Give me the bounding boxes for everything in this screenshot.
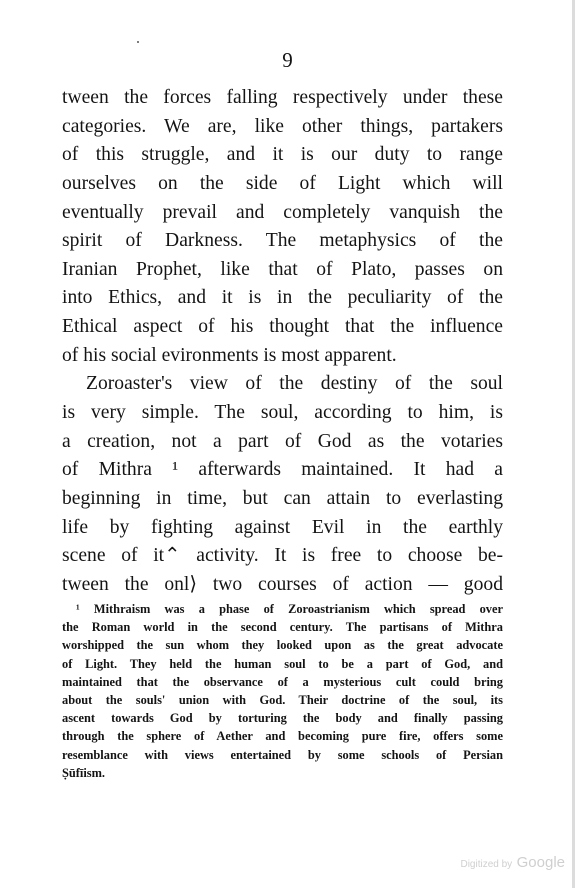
footnote <box>62 600 503 782</box>
body-line: Ethical aspect of his thought that the influence <box>62 316 503 338</box>
body-line: of Mithra ¹ afterwards maintained. It had a <box>62 459 503 481</box>
body-line: tween the forces falling respectively under these <box>62 87 503 108</box>
body-line: categories. We are, like other things, partakers <box>62 115 503 137</box>
footnote-line: ascent towards God by torturing the body and finally passing <box>62 711 503 726</box>
watermark-brand: Google <box>516 854 565 871</box>
digitized-by-watermark <box>460 854 565 872</box>
scan-speck <box>137 41 139 43</box>
body-line: Zoroaster's view of the destiny of the soul <box>86 373 503 395</box>
body-line: of his social evironments is most apparent. <box>62 344 397 366</box>
body-line: beginning in time, but can attain to everlasting <box>62 487 503 509</box>
body-line: into Ethics, and it is in the peculiarity of the <box>62 287 503 309</box>
footnote-line: worshipped the sun whom they looked upon as the great advocate <box>62 638 503 653</box>
footnote-line: about the souls' union with God. Their doctrine of the soul, its <box>62 692 503 707</box>
body-line: spirit of Darkness. The metaphysics of the <box>62 230 503 252</box>
body-line: scene of it⌃ activity. It is free to choose be- <box>62 545 503 567</box>
body-line: of this struggle, and it is our duty to range <box>62 144 503 166</box>
body-line: tween the onl⟩ two courses of action — good <box>62 573 503 595</box>
body-line: is very simple. The soul, according to him, is <box>62 402 503 424</box>
body-line: ourselves on the side of Light which will <box>62 172 503 194</box>
footnote-line: ¹ Mithraism was a phase of Zoroastrianism which spread over <box>76 602 503 616</box>
footnote-line: through the sphere of Aether and becoming pure fire, offers some <box>62 729 503 744</box>
body-text <box>62 84 503 600</box>
footnote-line: the Roman world in the second century. The partisans of Mithra <box>62 620 503 635</box>
footnote-line: maintained that the observance of a mysterious cult could bring <box>62 674 503 689</box>
watermark-prefix: Digitized by <box>460 859 513 870</box>
footnote-line: Ṣūfīism. <box>62 765 106 780</box>
body-line: life by fighting against Evil in the earthly <box>62 516 503 538</box>
body-line: eventually prevail and completely vanquish the <box>62 201 503 223</box>
footnote-line: resemblance with views entertained by some schools of Persian <box>62 747 503 762</box>
body-line: Iranian Prophet, like that of Plato, passes on <box>62 258 503 280</box>
body-line: a creation, not a part of God as the votaries <box>62 430 503 452</box>
page-number: 9 <box>282 48 293 72</box>
footnote-line: of Light. They held the human soul to be a part of God, and <box>62 656 503 671</box>
